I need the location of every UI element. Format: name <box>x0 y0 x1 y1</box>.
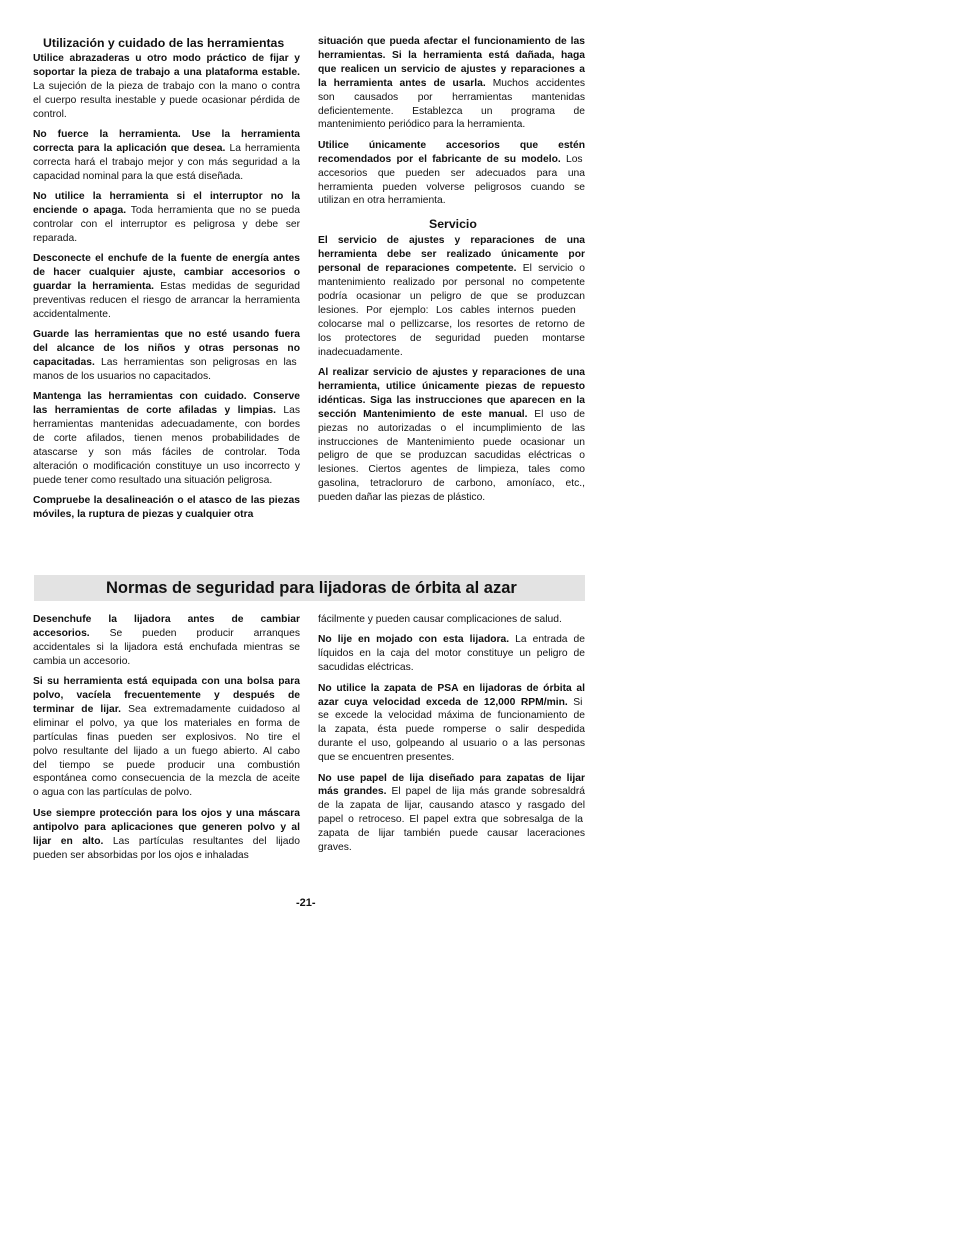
text-line <box>318 304 585 318</box>
text-line <box>318 332 585 346</box>
text-line <box>33 835 300 849</box>
bold-run: capacitadas. <box>33 357 95 369</box>
text-line <box>33 717 300 731</box>
paragraph <box>33 128 300 184</box>
bold-run: azar cuya velocidad exceda de 12,000 RPM/min. <box>318 696 568 708</box>
page-number: -21- <box>296 897 316 909</box>
text-line <box>318 799 585 813</box>
text-line <box>33 52 300 66</box>
text-run: los protectores de seguridad pueden montarse <box>318 332 586 344</box>
text-run: espontánea como consecuencia de la mezcla de aceite <box>33 773 300 785</box>
text-line <box>33 170 300 184</box>
text-run: Muchos accidentes <box>485 77 585 89</box>
text-run: pueden dañar las piezas de plástico. <box>318 492 486 504</box>
text-run: instrucciones de Mantenimiento puede ocasionar un <box>318 436 585 448</box>
text-run: Estas medidas de seguridad <box>154 281 301 293</box>
bold-run: que realicen un servicio de ajustes y reparaciones a <box>318 63 585 75</box>
text-line <box>33 494 300 508</box>
text-line <box>33 474 300 488</box>
text-line <box>33 404 300 418</box>
text-line <box>318 346 585 360</box>
text-run: que se encuentren presentes. <box>318 752 455 764</box>
text-line <box>33 142 300 156</box>
text-run: lesiones. Ciertos agentes de limpieza, tales como <box>318 464 585 476</box>
bold-run: No lije en mojado con esta lijadora. <box>318 634 510 646</box>
text-run: Toda herramienta que no se pueda <box>126 205 300 217</box>
text-line <box>33 655 300 669</box>
bold-run: personal de reparaciones competente. <box>318 263 517 275</box>
bold-run: sección Mantenimiento de este manual. <box>318 408 528 420</box>
text-line <box>33 342 300 356</box>
text-line <box>33 821 300 835</box>
text-line <box>318 49 585 63</box>
text-run: Las herramientas son peligrosas en las <box>94 357 297 369</box>
bold-run: Al realizar servicio de ajustes y reparaciones de una <box>318 367 585 379</box>
text-line <box>318 262 585 276</box>
paragraph <box>318 366 585 505</box>
text-line <box>318 477 585 491</box>
text-line <box>318 63 585 77</box>
text-run: eliminar el polvo, ya que los materiales en forma de <box>33 717 300 729</box>
paragraph <box>33 190 300 246</box>
section-banner <box>34 575 585 601</box>
text-line <box>33 731 300 745</box>
text-run: líquidos en la caja del motor constituye un peligro de <box>318 648 585 660</box>
text-run: Los <box>560 153 583 165</box>
text-run: puede tener como resultado una situación peligrosa. <box>33 474 273 486</box>
text-line <box>33 627 300 641</box>
text-line <box>318 682 585 696</box>
bold-run: Mantenga las herramientas con cuidado. Conserve <box>33 391 300 403</box>
text-run: La entrada de <box>509 634 585 646</box>
text-run: herramienta pueden volverse peligrosos cuando se <box>318 181 585 193</box>
text-line <box>33 418 300 432</box>
text-run: podría ocasionar un peligro de que se produzcan <box>318 291 585 302</box>
text-run: herramientas mantenidas adecuadamente, con bordes <box>33 419 300 431</box>
paragraph <box>33 675 300 800</box>
text-line <box>318 772 585 786</box>
text-line <box>33 689 300 703</box>
text-run: Si <box>567 696 583 708</box>
bold-run: Desenchufe la lijadora antes de cambiar <box>33 614 300 625</box>
text-line <box>318 234 585 248</box>
text-run: accidentales si la lijadora está enchufada mientras se <box>33 641 300 653</box>
text-line <box>318 696 585 710</box>
bold-run: No utilice la herramienta si el interruptor no la <box>33 191 300 203</box>
text-run: utilizan en otra herramienta. <box>318 195 446 207</box>
paragraph <box>33 52 300 122</box>
bold-run: soportar la pieza de trabajo a una plataforma estable. <box>33 66 300 78</box>
text-line <box>318 248 585 262</box>
text-run: zapata de lijar también puede causar laceraciones <box>318 828 585 840</box>
text-line <box>33 370 300 384</box>
text-line <box>318 153 585 167</box>
text-line <box>33 508 300 522</box>
text-run: accidentalmente. <box>33 308 111 320</box>
text-line <box>318 827 585 841</box>
text-line <box>33 80 300 94</box>
text-line <box>318 436 585 450</box>
text-run: durante el uso, golpeando al usuario o a las personas <box>318 738 585 750</box>
text-run: inadecuadamente. <box>318 346 403 358</box>
text-line <box>33 446 300 460</box>
text-run: El uso de <box>527 408 585 420</box>
bold-run: idénticas. Siga las instrucciones que aparecen en la <box>318 394 585 406</box>
bold-run: Utilice abrazaderas u otro modo práctico de fijar y <box>33 53 300 64</box>
text-line <box>318 449 585 463</box>
bold-run: Desconecte el enchufe de la fuente de energía antes <box>33 253 300 265</box>
paragraph <box>33 328 300 384</box>
bold-run: lijar en alto. <box>33 835 104 847</box>
text-run: Se pueden producir arranques <box>89 627 300 639</box>
text-run: papel o retroceso. El papel extra que sobresalga de la <box>318 814 583 826</box>
text-run: accesorios que pueden ser adecuados para una <box>318 167 585 179</box>
text-line <box>318 723 585 737</box>
bold-run: móviles, la ruptura de piezas y cualquier otra <box>33 509 254 521</box>
bold-run: más grandes. <box>318 786 387 798</box>
text-line <box>318 318 585 332</box>
bold-run: polvo, vacíela frecuentemente y después de <box>33 690 300 702</box>
text-line <box>33 641 300 655</box>
text-run: o agua con las partículas de polvo. <box>33 787 193 799</box>
text-line <box>318 813 585 827</box>
text-line <box>33 759 300 773</box>
paragraph <box>33 613 300 669</box>
text-line <box>33 66 300 80</box>
text-run: se excede la velocidad máxima de funcionamiento de <box>318 710 585 722</box>
text-line <box>33 356 300 370</box>
text-line <box>318 181 585 195</box>
text-line <box>33 460 300 474</box>
text-run: piezas no autorizadas o el incumplimiento de las <box>318 422 585 434</box>
text-run: correcta hará el trabajo mejor y con más seguridad a la <box>33 156 300 168</box>
text-line <box>33 94 300 108</box>
text-run: atascarse y son más fáciles de controlar. Toda <box>33 447 300 459</box>
text-run: partículas finas pueden ser explosivos. No tire el <box>33 731 300 743</box>
text-line <box>318 841 585 855</box>
paragraph <box>318 234 585 359</box>
bold-run: herramienta debe ser realizado únicamente por <box>318 249 585 261</box>
text-line <box>318 785 585 799</box>
text-run: El servicio o <box>516 263 585 275</box>
text-line <box>33 786 300 800</box>
text-run: polvo resultante del lijado a un fuego abierto. Al cabo <box>33 745 300 757</box>
text-line <box>318 35 585 49</box>
text-line <box>318 613 585 627</box>
bold-run: herramienta, utilice únicamente piezas de repuesto <box>318 380 585 392</box>
text-run: gasolina, tetracloruro de carbono, amoníaco, etc., <box>318 478 585 490</box>
text-run: alteración o modificación constituye un uso incorrecto y <box>33 460 300 472</box>
paragraph-list <box>318 613 585 855</box>
text-line <box>318 290 585 304</box>
text-run: preventivas reducen el riesgo de arrancar la herramienta <box>33 295 300 306</box>
text-line <box>318 491 585 505</box>
text-run: de corte afilados, tienen menos probabilidades de <box>33 433 300 445</box>
paragraph-list <box>318 234 585 505</box>
paragraph <box>318 633 585 675</box>
section-title: Normas de seguridad para lijadoras de órbita al azar <box>106 579 517 597</box>
text-run: capacidad nominal para la que está diseñada. <box>33 170 244 182</box>
bold-run: correcta para la aplicación que desea. <box>33 142 226 154</box>
text-run: manos de los usuarios no capacitados. <box>33 371 212 383</box>
bold-run: la herramienta antes de usarla. <box>318 77 486 89</box>
bold-run: antipolvo para aplicaciones que generen polvo y al <box>33 821 300 833</box>
bold-run: recomendados por el fabricante de su modelo. <box>318 153 561 165</box>
text-run: colocarse mal o pellizcarse, los resortes de retorno de <box>318 318 585 330</box>
bold-run: guardar la herramienta. <box>33 281 155 293</box>
text-line <box>318 105 585 119</box>
text-line <box>318 647 585 661</box>
sander-safety-column-right <box>318 613 585 855</box>
text-run: El papel de lija más grande sobresaldrá <box>386 786 585 798</box>
bold-run: Compruebe la desalineación o el atasco de las piezas <box>33 495 300 507</box>
text-run: del tiempo se puede producir una combustión <box>33 759 300 771</box>
bold-run: No utilice la zapata de PSA en lijadoras de órbita al <box>318 682 585 694</box>
text-run: peligro de que se produzcan sacudidas eléctricas o <box>318 450 585 462</box>
paragraph <box>318 682 585 765</box>
bold-run: terminar de lijar. <box>33 703 122 715</box>
text-run: mantenimiento periódico para la herramienta. <box>318 119 526 131</box>
text-run: La herramienta <box>225 142 300 154</box>
text-line <box>33 266 300 280</box>
text-line <box>318 366 585 380</box>
text-line <box>33 308 300 322</box>
text-line <box>33 232 300 246</box>
text-run: control. <box>33 108 67 120</box>
bold-run: Si su herramienta está equipada con una bolsa para <box>33 676 300 688</box>
text-run: controlar con el interruptor es peligrosa y debe ser <box>33 218 301 230</box>
text-run: Las partículas resultantes del lijado <box>103 835 300 847</box>
text-run: la zapata, ésta puede romperse o salir despedida <box>318 724 585 736</box>
text-line <box>33 204 300 218</box>
text-line <box>33 280 300 294</box>
tool-use-care-column <box>33 36 300 522</box>
bold-run: No use papel de lija diseñado para zapatas de lijar <box>318 772 585 784</box>
text-run: reparada. <box>33 232 78 244</box>
text-run: el cuerpo resulta inestable y puede ocasionar pérdida de <box>33 94 300 106</box>
bold-run: de hacer cualquier ajuste, cambiar accesorios o <box>33 267 300 279</box>
bold-run: El servicio de ajustes y reparaciones de una <box>318 235 585 247</box>
section-heading-service: Servicio <box>429 217 477 232</box>
text-line <box>33 252 300 266</box>
text-line <box>33 128 300 142</box>
text-line <box>318 91 585 105</box>
paragraph-list <box>318 35 585 208</box>
text-line <box>318 380 585 394</box>
text-line <box>33 390 300 404</box>
paragraph <box>33 390 300 487</box>
text-line <box>318 139 585 153</box>
text-line <box>318 408 585 422</box>
bold-run: Use siempre protección para los ojos y una máscara <box>33 807 300 819</box>
bold-run: las herramientas de corte afiladas y limpias. <box>33 405 276 417</box>
bold-run: enciende o apaga. <box>33 205 127 217</box>
text-line <box>318 394 585 408</box>
bold-run: accesorios. <box>33 627 90 639</box>
paragraph <box>33 252 300 322</box>
paragraph <box>33 807 300 863</box>
text-run: lesiones. Por ejemplo: Los cables internos pueden <box>318 304 576 316</box>
text-line <box>33 807 300 821</box>
section-heading-tool-use: Utilización y cuidado de las herramientas <box>43 36 285 50</box>
text-run: pueden ser absorbidas por los ojos e inhaladas <box>33 849 249 861</box>
text-line <box>33 108 300 122</box>
bold-run: Utilice únicamente accesorios que estén <box>318 139 585 151</box>
text-line <box>33 294 300 308</box>
text-line <box>318 737 585 751</box>
text-run: mantenimiento realizado por personal no competente <box>318 277 585 289</box>
text-run: graves. <box>318 842 352 854</box>
text-line <box>318 422 585 436</box>
text-line <box>318 276 585 290</box>
sander-safety-column-left <box>33 613 300 862</box>
text-line <box>33 190 300 204</box>
text-run: deficientemente. Establezca un programa de <box>318 105 585 117</box>
bold-run: del alcance de los niños y otras personas no <box>33 343 300 355</box>
text-line <box>318 167 585 181</box>
text-line <box>318 194 585 208</box>
text-line <box>318 751 585 765</box>
paragraph-list <box>33 52 300 522</box>
text-run: sacudidas eléctricas. <box>318 662 414 674</box>
text-line <box>318 661 585 675</box>
text-run: de la zapata de lijar, causando atasco y rasgado del <box>318 800 585 812</box>
service-column <box>318 35 585 505</box>
paragraph <box>318 35 585 132</box>
text-line <box>33 772 300 786</box>
paragraph <box>318 613 585 627</box>
text-line <box>33 745 300 759</box>
bold-run: situación que pueda afectar el funcionamiento de las <box>318 36 585 47</box>
bold-run: herramientas. Si la herramienta está dañada, haga <box>318 49 585 61</box>
text-line <box>33 703 300 717</box>
text-run: son causados por herramientas mantenidas <box>318 91 585 103</box>
paragraph <box>33 494 300 522</box>
paragraph-list <box>33 613 300 862</box>
text-run: La sujeción de la pieza de trabajo con la mano o contra <box>33 80 300 92</box>
text-run: fácilmente y pueden causar complicaciones de salud. <box>318 614 562 625</box>
text-line <box>33 328 300 342</box>
text-line <box>33 849 300 863</box>
text-line <box>33 218 300 232</box>
text-line <box>318 633 585 647</box>
text-line <box>318 463 585 477</box>
text-line <box>33 675 300 689</box>
text-run: Las <box>276 405 301 417</box>
text-line <box>33 156 300 170</box>
bold-run: Guarde las herramientas que no esté usando fuera <box>33 329 300 341</box>
text-run: Sea extremadamente cuidadoso al <box>121 703 300 715</box>
text-line <box>318 118 585 132</box>
paragraph <box>318 772 585 855</box>
text-line <box>318 709 585 723</box>
text-run: cambia un accesorio. <box>33 655 131 667</box>
bold-run: No fuerce la herramienta. Use la herramienta <box>33 129 300 141</box>
text-line <box>33 432 300 446</box>
text-line <box>318 77 585 91</box>
paragraph <box>318 139 585 209</box>
text-line <box>33 613 300 627</box>
